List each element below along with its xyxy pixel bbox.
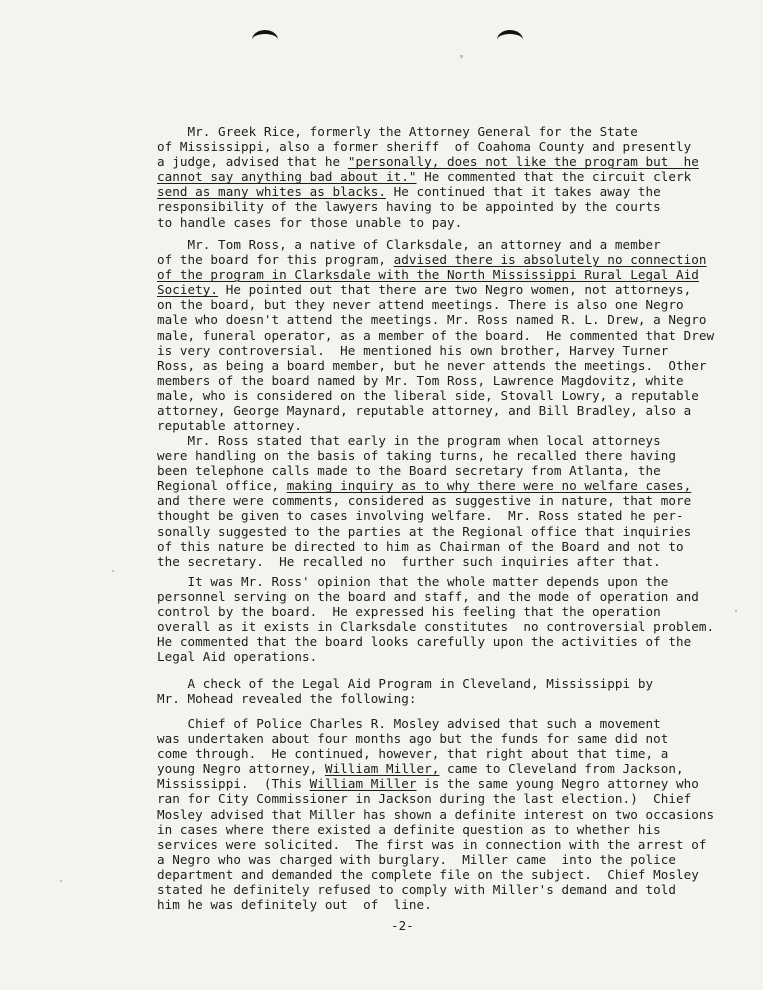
text-run: Chief of Police Charles R. Mosley advised that such a movement [157,716,661,731]
text-run: Ross, as being a board member, but he never attends the meetings. Other [157,357,707,373]
text-line [157,589,714,604]
text-line [157,524,691,539]
text-line [157,267,714,282]
underlined-text: of the program in Clarksdale with the North Mississippi Rural Legal Aid [157,267,699,283]
text-run: members of the board named by Mr. Tom Ross, Lawrence Magdovitz, white [157,372,684,388]
text-run: male, who is considered on the liberal side, Stovall Lowry, a reputable [157,387,699,403]
paragraph-cleveland-check [157,676,653,706]
text-line [157,169,699,184]
paragraph-ross-welfare-inquiries [157,433,691,569]
underlined-text: Society. [157,282,219,298]
text-line [157,403,714,418]
text-run: Mr. Greek Rice, formerly the Attorney General for the State [157,124,638,139]
underlined-text: "personally, does not like the program but he [347,154,699,170]
text-line [157,139,699,154]
text-line [157,328,714,343]
text-run: thought be given to cases involving welfare. Mr. Ross stated he per- [157,508,684,524]
text-line [157,297,714,312]
text-line [157,237,714,252]
text-line [157,604,714,619]
text-run: of Mississippi, also a former sheriff of Coahoma County and presently [157,139,692,155]
binder-hole-mark [252,30,278,50]
text-run: ran for City Commissioner in Jackson during the last election.) Chief [157,791,692,807]
paragraph-chief-mosley [157,716,714,912]
text-run: on the board, but they never attend meetings. There is also one Negro [157,297,684,313]
text-run: been telephone calls made to the Board secretary from Atlanta, the [157,463,661,479]
text-line [157,837,714,852]
text-run: Mr. Mohead revealed the following: [157,691,417,707]
text-line [157,882,714,897]
text-run: were handling on the basis of taking turns, he recalled there having [157,448,676,464]
text-run: overall as it exists in Clarksdale constitutes no controversial problem. [157,619,715,635]
text-line [157,358,714,373]
text-line [157,508,691,523]
scan-speck [735,610,737,612]
scan-speck [460,55,463,58]
text-line [157,649,714,664]
paragraph-ross-opinion [157,574,714,665]
text-run: come through. He continued, however, that right about that time, a [157,746,669,762]
text-line [157,574,714,589]
text-line [157,184,699,199]
text-line [157,215,699,230]
text-line [157,539,691,554]
text-line [157,691,653,706]
text-run: It was Mr. Ross' opinion that the whole matter depends upon the [157,574,669,589]
text-run: young Negro attorney, [157,761,325,777]
text-run: stated he definitely refused to comply with Miller's demand and told [157,882,676,898]
text-run: Regional office, [157,478,287,494]
text-run: him he was definitely out of line. [157,897,432,913]
text-run: male who doesn't attend the meetings. Mr. Ross named R. L. Drew, a Negro [157,312,707,328]
text-run: male, funeral operator, as a member of the board. He commented that Drew [157,327,715,343]
text-run: He commented that the circuit clerk [416,169,692,185]
text-run: sonally suggested to the parties at the Regional office that inquiries [157,523,692,539]
text-line [157,418,714,433]
text-line [157,448,691,463]
text-line [157,124,699,139]
text-run: Mosley advised that Miller has shown a definite interest on two occasions [157,806,715,822]
underlined-text: send as many whites as blacks. [157,184,386,200]
text-line [157,388,714,403]
text-run: was undertaken about four months ago but the funds for same did not [157,731,669,747]
underlined-text: cannot say anything bad about it." [157,169,417,185]
binder-hole-mark [497,30,523,50]
text-run: A check of the Legal Aid Program in Cleveland, Mississippi by [157,676,654,691]
text-line [157,807,714,822]
text-line [157,746,714,761]
text-line [157,776,714,791]
text-run: in cases where there existed a definite question as to whether his [157,821,661,837]
text-line [157,154,699,169]
scan-speck [60,880,62,882]
text-run: the secretary. He recalled no further such inquiries after that. [157,553,661,569]
underlined-text: advised there is absolutely no connection [393,252,707,268]
text-line [157,463,691,478]
text-line [157,676,653,691]
text-run: He commented that the board looks carefully upon the activities of the [157,634,692,650]
text-run: reputable attorney. [157,418,303,434]
text-line [157,761,714,776]
text-run: a judge, advised that he [157,154,348,170]
text-run: is the same young Negro attorney who [416,776,699,792]
text-line [157,478,691,493]
text-run: responsibility of the lawyers having to be appointed by the courts [157,199,661,215]
text-line [157,822,714,837]
page-number: -2- [391,918,414,933]
paragraph-greek-rice [157,124,699,230]
text-run: He continued that it takes away the [385,184,661,200]
text-run: Legal Aid operations. [157,649,318,665]
text-run: personnel serving on the board and staff, and the mode of operation and [157,589,699,605]
text-run: He pointed out that there are two Negro women, not attorneys, [218,282,692,298]
text-run: and there were comments, considered as suggestive in nature, that more [157,493,692,509]
text-line [157,282,714,297]
text-line [157,634,714,649]
text-line [157,731,714,746]
text-line [157,199,699,214]
text-run: control by the board. He expressed his feeling that the operation [157,604,661,620]
text-line [157,343,714,358]
text-run: is very controversial. He mentioned his own brother, Harvey Turner [157,342,669,358]
text-line [157,554,691,569]
underlined-text: making inquiry as to why there were no welfare cases, [286,478,692,494]
text-run: Mississippi. (This [157,776,310,792]
paragraph-tom-ross-board [157,237,714,433]
text-line [157,867,714,882]
underlined-text: William Miller [309,776,417,792]
text-run: Mr. Ross stated that early in the program when local attorneys [157,433,661,448]
text-line [157,373,714,388]
text-line [157,493,691,508]
text-line [157,433,691,448]
text-run: of this nature be directed to him as Chairman of the Board and not to [157,538,684,554]
text-run: attorney, George Maynard, reputable attorney, and Bill Bradley, also a [157,403,692,419]
underlined-text: William Miller, [324,761,440,777]
text-run: a Negro who was charged with burglary. Miller came into the police [157,851,676,867]
text-run: Mr. Tom Ross, a native of Clarksdale, an attorney and a member [157,237,661,252]
text-run: services were solicited. The first was in connection with the arrest of [157,836,707,852]
text-line [157,312,714,327]
text-line [157,791,714,806]
text-run: of the board for this program, [157,252,394,268]
text-line [157,852,714,867]
text-line [157,252,714,267]
text-run: department and demanded the complete file on the subject. Chief Mosley [157,866,699,882]
text-line [157,619,714,634]
text-line [157,897,714,912]
scan-speck [112,570,114,572]
text-line [157,716,714,731]
text-run: to handle cases for those unable to pay. [157,214,463,230]
scan-speck [700,260,702,262]
text-run: came to Cleveland from Jackson, [439,761,684,777]
